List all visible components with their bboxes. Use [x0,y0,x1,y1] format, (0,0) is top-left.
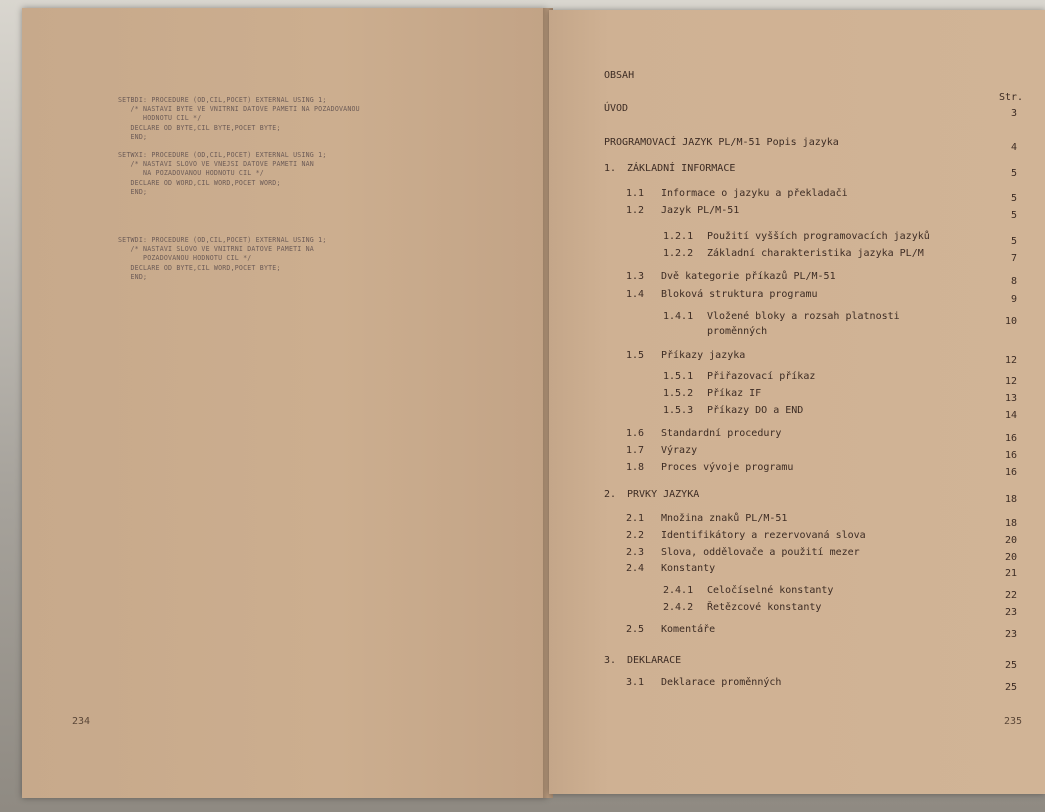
code-block-setbdi: SETBDI: PROCEDURE (OD,CIL,POCET) EXTERNAL USING 1; /* NASTAVI BYTE VE VNITRNI DATOVE PAMETI NA POZADOVANOU HODNOTU CIL */ DECLARE OD BYTE,CIL BYTE,POCET BYTE; END; [118,96,360,141]
toc-entry-page: 23 [1004,629,1017,640]
toc-entry-number: 1.5.3 [663,405,694,416]
toc-entry-page: 13 [1004,393,1017,404]
code-block-setwxi: SETWXI: PROCEDURE (OD,CIL,POCET) EXTERNAL USING 1; /* NASTAVI SLOVO VE VNEJSI DATOVE PAMETI NAN NA POZADOVANOU HODNOTU CIL */ DECLARE OD WORD,CIL WORD,POCET WORD; END; [118,151,327,196]
toc-entry [549,489,1045,503]
code-block-setwdi: SETWDI: PROCEDURE (OD,CIL,POCET) EXTERNAL USING 1; /* NASTAVI SLOVO VE VNITRNI DATOVE PAMETI NA POZADOVANOU HODNOTU CIL */ DECLARE OD BYTE,CIL WORD,POCET BYTE; END; [118,236,327,281]
toc-entry [549,405,1045,419]
toc-entry [549,655,1045,669]
toc-entry-title: Přiřazovací příkaz [707,371,816,382]
toc-entry-title: Příkazy jazyka [661,350,746,361]
toc-entry [549,624,1045,638]
toc-entry [549,428,1045,442]
toc-entry-page: 21 [1004,568,1017,579]
toc-entry [549,311,1045,325]
left-page-number: 234 [72,716,91,727]
toc-entry-number: 1. [604,163,617,174]
table-of-contents [549,10,1045,794]
toc-entry-number: 1.6 [626,428,645,439]
toc-entry [549,326,1045,340]
toc-entry-title: Standardní procedury [661,428,782,439]
toc-entry [549,677,1045,691]
toc-entry-title: Základní charakteristika jazyka PL/M [707,248,924,259]
toc-entry-page: 9 [1010,294,1017,305]
toc-entry-title: Bloková struktura programu [661,289,818,300]
toc-entry-title: ÚVOD [604,103,629,114]
toc-entry-number: 1.3 [626,271,645,282]
toc-entry-number: 1.5 [626,350,645,361]
toc-entry [549,388,1045,402]
toc-entry-number: 2.5 [626,624,645,635]
toc-entry-page: 12 [1004,355,1017,366]
right-page [549,10,1045,794]
toc-entry-number: 1.4.1 [663,311,694,322]
toc-entry-title: Vložené bloky a rozsah platnosti [707,311,900,322]
left-page [22,8,547,798]
toc-entry-title: Použití vyšších programovacích jazyků [707,231,930,242]
toc-heading: OBSAH [604,70,635,81]
toc-entry-title: Informace o jazyku a překladači [661,188,848,199]
toc-entry-title: Řetězcové konstanty [707,602,822,613]
toc-entry [549,513,1045,527]
toc-entry-title: Jazyk PL/M-51 [661,205,740,216]
toc-entry-number: 1.2.1 [663,231,694,242]
toc-entry-title: Příkazy DO a END [707,405,804,416]
toc-entry-number: 2.1 [626,513,645,524]
toc-entry [549,163,1045,177]
toc-entry [549,371,1045,385]
toc-entry-number: 2.2 [626,530,645,541]
toc-entry-page: 4 [1010,142,1017,153]
toc-entry-number: 2. [604,489,617,500]
toc-entry-number: 1.5.1 [663,371,694,382]
toc-entry-title: Komentáře [661,624,716,635]
toc-entry-page: 5 [1010,193,1017,204]
toc-entry-title: PROGRAMOVACÍ JAZYK PL/M-51 Popis jazyka [604,137,839,148]
toc-entry-page: 16 [1004,467,1017,478]
toc-entry [549,547,1045,561]
toc-entry-page: 8 [1010,276,1017,287]
toc-entry-title: Příkaz IF [707,388,762,399]
toc-entry-title: Celočíselné konstanty [707,585,834,596]
code-listing [118,96,478,282]
toc-entry-title: DEKLARACE [627,655,682,666]
toc-entry-number: 3. [604,655,617,666]
toc-entry-page: 5 [1010,236,1017,247]
toc-entry-page: 7 [1010,253,1017,264]
toc-entry-page: 16 [1004,433,1017,444]
toc-entry [549,602,1045,616]
toc-entry-title: Dvě kategorie příkazů PL/M-51 [661,271,836,282]
toc-entry-page: 16 [1004,450,1017,461]
toc-entry-number: 1.8 [626,462,645,473]
toc-entry-title: proměnných [707,326,768,337]
toc-entry-number: 1.5.2 [663,388,694,399]
toc-entry-title: Proces vývoje programu [661,462,794,473]
toc-entry-title: Slova, oddělovače a použití mezer [661,547,860,558]
toc-entry-title: Identifikátory a rezervovaná slova [661,530,866,541]
toc-entry-number: 2.4.1 [663,585,694,596]
toc-entry-page: 18 [1004,494,1017,505]
toc-entry-page: 5 [1010,210,1017,221]
toc-str-label: Str. [999,92,1024,103]
toc-entry-title: ZÁKLADNÍ INFORMACE [627,163,736,174]
toc-entry [549,205,1045,219]
toc-entry [549,103,1045,117]
toc-entry-page: 12 [1004,376,1017,387]
toc-entry-number: 1.2 [626,205,645,216]
toc-entry-page: 3 [1010,108,1017,119]
toc-entry-page: 20 [1004,535,1017,546]
toc-entry-number: 2.3 [626,547,645,558]
toc-entry-page: 5 [1010,168,1017,179]
toc-entry-page: 14 [1004,410,1017,421]
toc-entry-page: 10 [1004,316,1017,327]
toc-entry [549,271,1045,285]
toc-entry [549,462,1045,476]
toc-entry-number: 1.4 [626,289,645,300]
toc-entry [549,445,1045,459]
toc-entry-page: 25 [1004,660,1017,671]
toc-entry [549,137,1045,151]
toc-entry-title: Množina znaků PL/M-51 [661,513,788,524]
toc-entry [549,585,1045,599]
toc-entry-number: 2.4.2 [663,602,694,613]
toc-entry-number: 1.1 [626,188,645,199]
right-page-number: 235 [1004,716,1023,727]
toc-entry [549,248,1045,262]
toc-entry-number: 2.4 [626,563,645,574]
toc-entry-page: 23 [1004,607,1017,618]
toc-entry-title: Deklarace proměnných [661,677,782,688]
toc-entry [549,350,1045,364]
toc-entry [549,563,1045,577]
toc-entry-page: 18 [1004,518,1017,529]
toc-entry [549,231,1045,245]
toc-entry-title: PRVKY JAZYKA [627,489,700,500]
toc-entry [549,289,1045,303]
toc-entry-number: 1.7 [626,445,645,456]
toc-entry-title: Výrazy [661,445,698,456]
toc-entry-page: 20 [1004,552,1017,563]
toc-entry [549,530,1045,544]
toc-entry-page: 22 [1004,590,1017,601]
toc-entry-title: Konstanty [661,563,716,574]
toc-entry [549,188,1045,202]
toc-entry-page: 25 [1004,682,1017,693]
toc-entry-number: 3.1 [626,677,645,688]
toc-entry-number: 1.2.2 [663,248,694,259]
